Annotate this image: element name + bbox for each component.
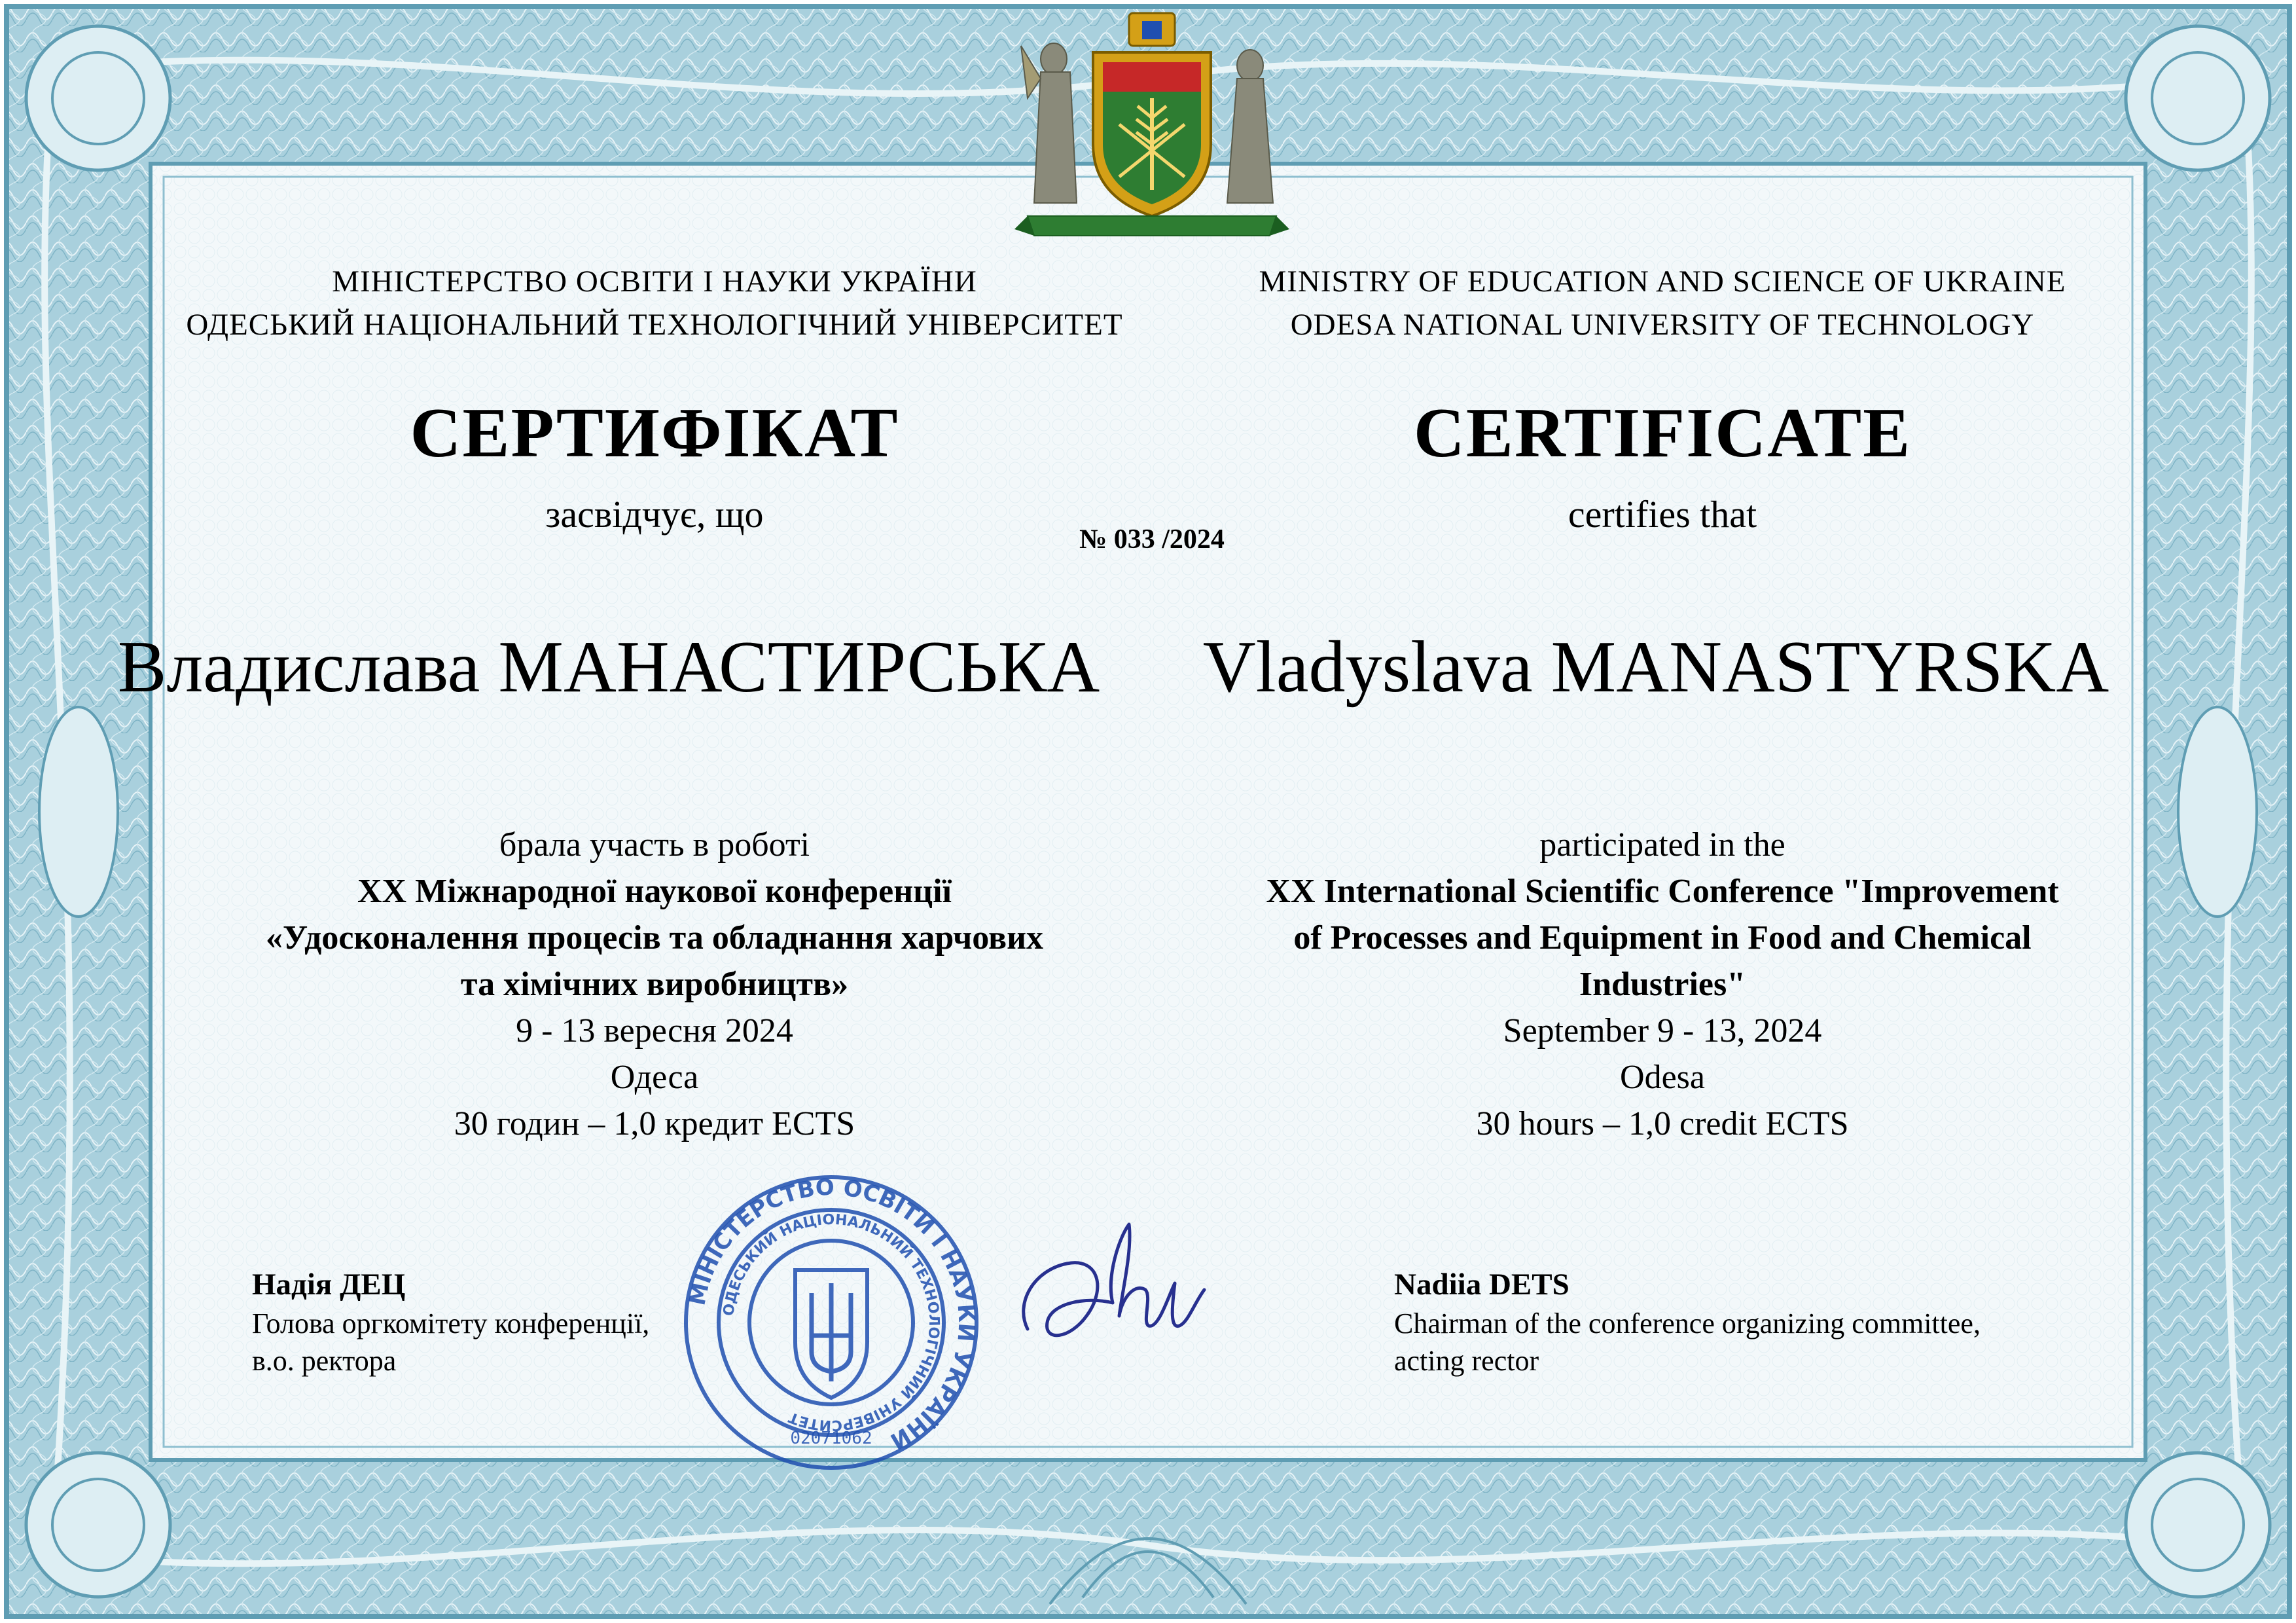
conference-line3-en: Industries" [1579, 966, 1746, 1003]
title-en: CERTIFICATE [1413, 394, 1912, 472]
signer-role-ua [252, 1305, 649, 1379]
ministry-line1-en: MINISTRY OF EDUCATION AND SCIENCE OF UKRAINE [1259, 264, 2066, 299]
certifies-en: certifies that [1568, 493, 1757, 536]
signer-role-en [1394, 1305, 1981, 1379]
conference-line2-ua: «Удосконалення процесів та обладнання харчових [265, 919, 1044, 957]
official-stamp [681, 1172, 982, 1473]
conference-line1-ua: XX Міжнародної наукової конференції [357, 873, 952, 910]
conference-line1-en: XX International Scientific Conference "Improvement [1266, 873, 2059, 910]
ministry-line1-ua: МІНІСТЕРСТВО ОСВІТИ І НАУКИ УКРАЇНИ [332, 264, 977, 299]
certificate-number: № 033 /2024 [1079, 524, 1225, 555]
dates-ua: 9 - 13 вересня 2024 [516, 1012, 793, 1049]
signer-name-en: Nadiia DETS [1394, 1267, 1570, 1302]
dates-en: September 9 - 13, 2024 [1503, 1012, 1822, 1049]
conference-line3-ua: та хімічних виробництв» [460, 966, 849, 1003]
ministry-header-ua [151, 260, 1158, 346]
svg-text:02071062: 02071062 [790, 1429, 872, 1448]
svg-text:МІНІСТЕРСТВО ОСВІТИ І НАУКИ УК: МІНІСТЕРСТВО ОСВІТИ І НАУКИ УКРАЇНИ [684, 1174, 980, 1455]
certifies-ua: засвідчує, що [545, 493, 764, 536]
hours-en: 30 hours – 1,0 credit ECTS [1476, 1105, 1849, 1142]
body-ua [151, 822, 1158, 1147]
recipient-name-ua: Владислава МАНАСТИРСЬКА [117, 627, 1100, 708]
signer-role-line1-en: Chairman of the conference organizing committee, [1394, 1307, 1981, 1340]
signer-role-line2-ua: в.о. ректора [252, 1345, 397, 1377]
city-ua: Одеса [610, 1059, 699, 1096]
recipient-name-en: Vladyslava MANASTYRSKA [1202, 627, 2109, 708]
hours-ua: 30 годин – 1,0 кредит ECTS [454, 1105, 855, 1142]
ministry-line2-en: ODESA NATIONAL UNIVERSITY OF TECHNOLOGY [1290, 308, 2035, 342]
ministry-header-en [1158, 260, 2166, 346]
title-ua: СЕРТИФІКАТ [410, 394, 899, 472]
signer-role-line1-ua: Голова оргкомітету конференції, [252, 1307, 650, 1340]
body-en [1158, 822, 2166, 1147]
svg-text:ОДЕСЬКИЙ НАЦІОНАЛЬНИЙ ТЕХНОЛОГ: ОДЕСЬКИЙ НАЦІОНАЛЬНИЙ ТЕХНОЛОГІЧНИЙ УНІВЕРСИТЕТ [721, 1211, 942, 1434]
conference-line2-en: of Processes and Equipment in Food and Chemical [1293, 919, 2032, 957]
ministry-line2-ua: ОДЕСЬКИЙ НАЦІОНАЛЬНИЙ ТЕХНОЛОГІЧНИЙ УНІВЕРСИТЕТ [186, 308, 1123, 342]
signature [1008, 1211, 1217, 1368]
signer-role-line2-en: acting rector [1394, 1345, 1539, 1377]
city-en: Odesa [1620, 1059, 1705, 1096]
signer-name-ua: Надія ДЕЦ [252, 1267, 406, 1302]
participated-en: participated in the [1539, 826, 1785, 864]
participated-ua: брала участь в роботі [499, 826, 810, 864]
university-emblem [1014, 7, 1289, 242]
